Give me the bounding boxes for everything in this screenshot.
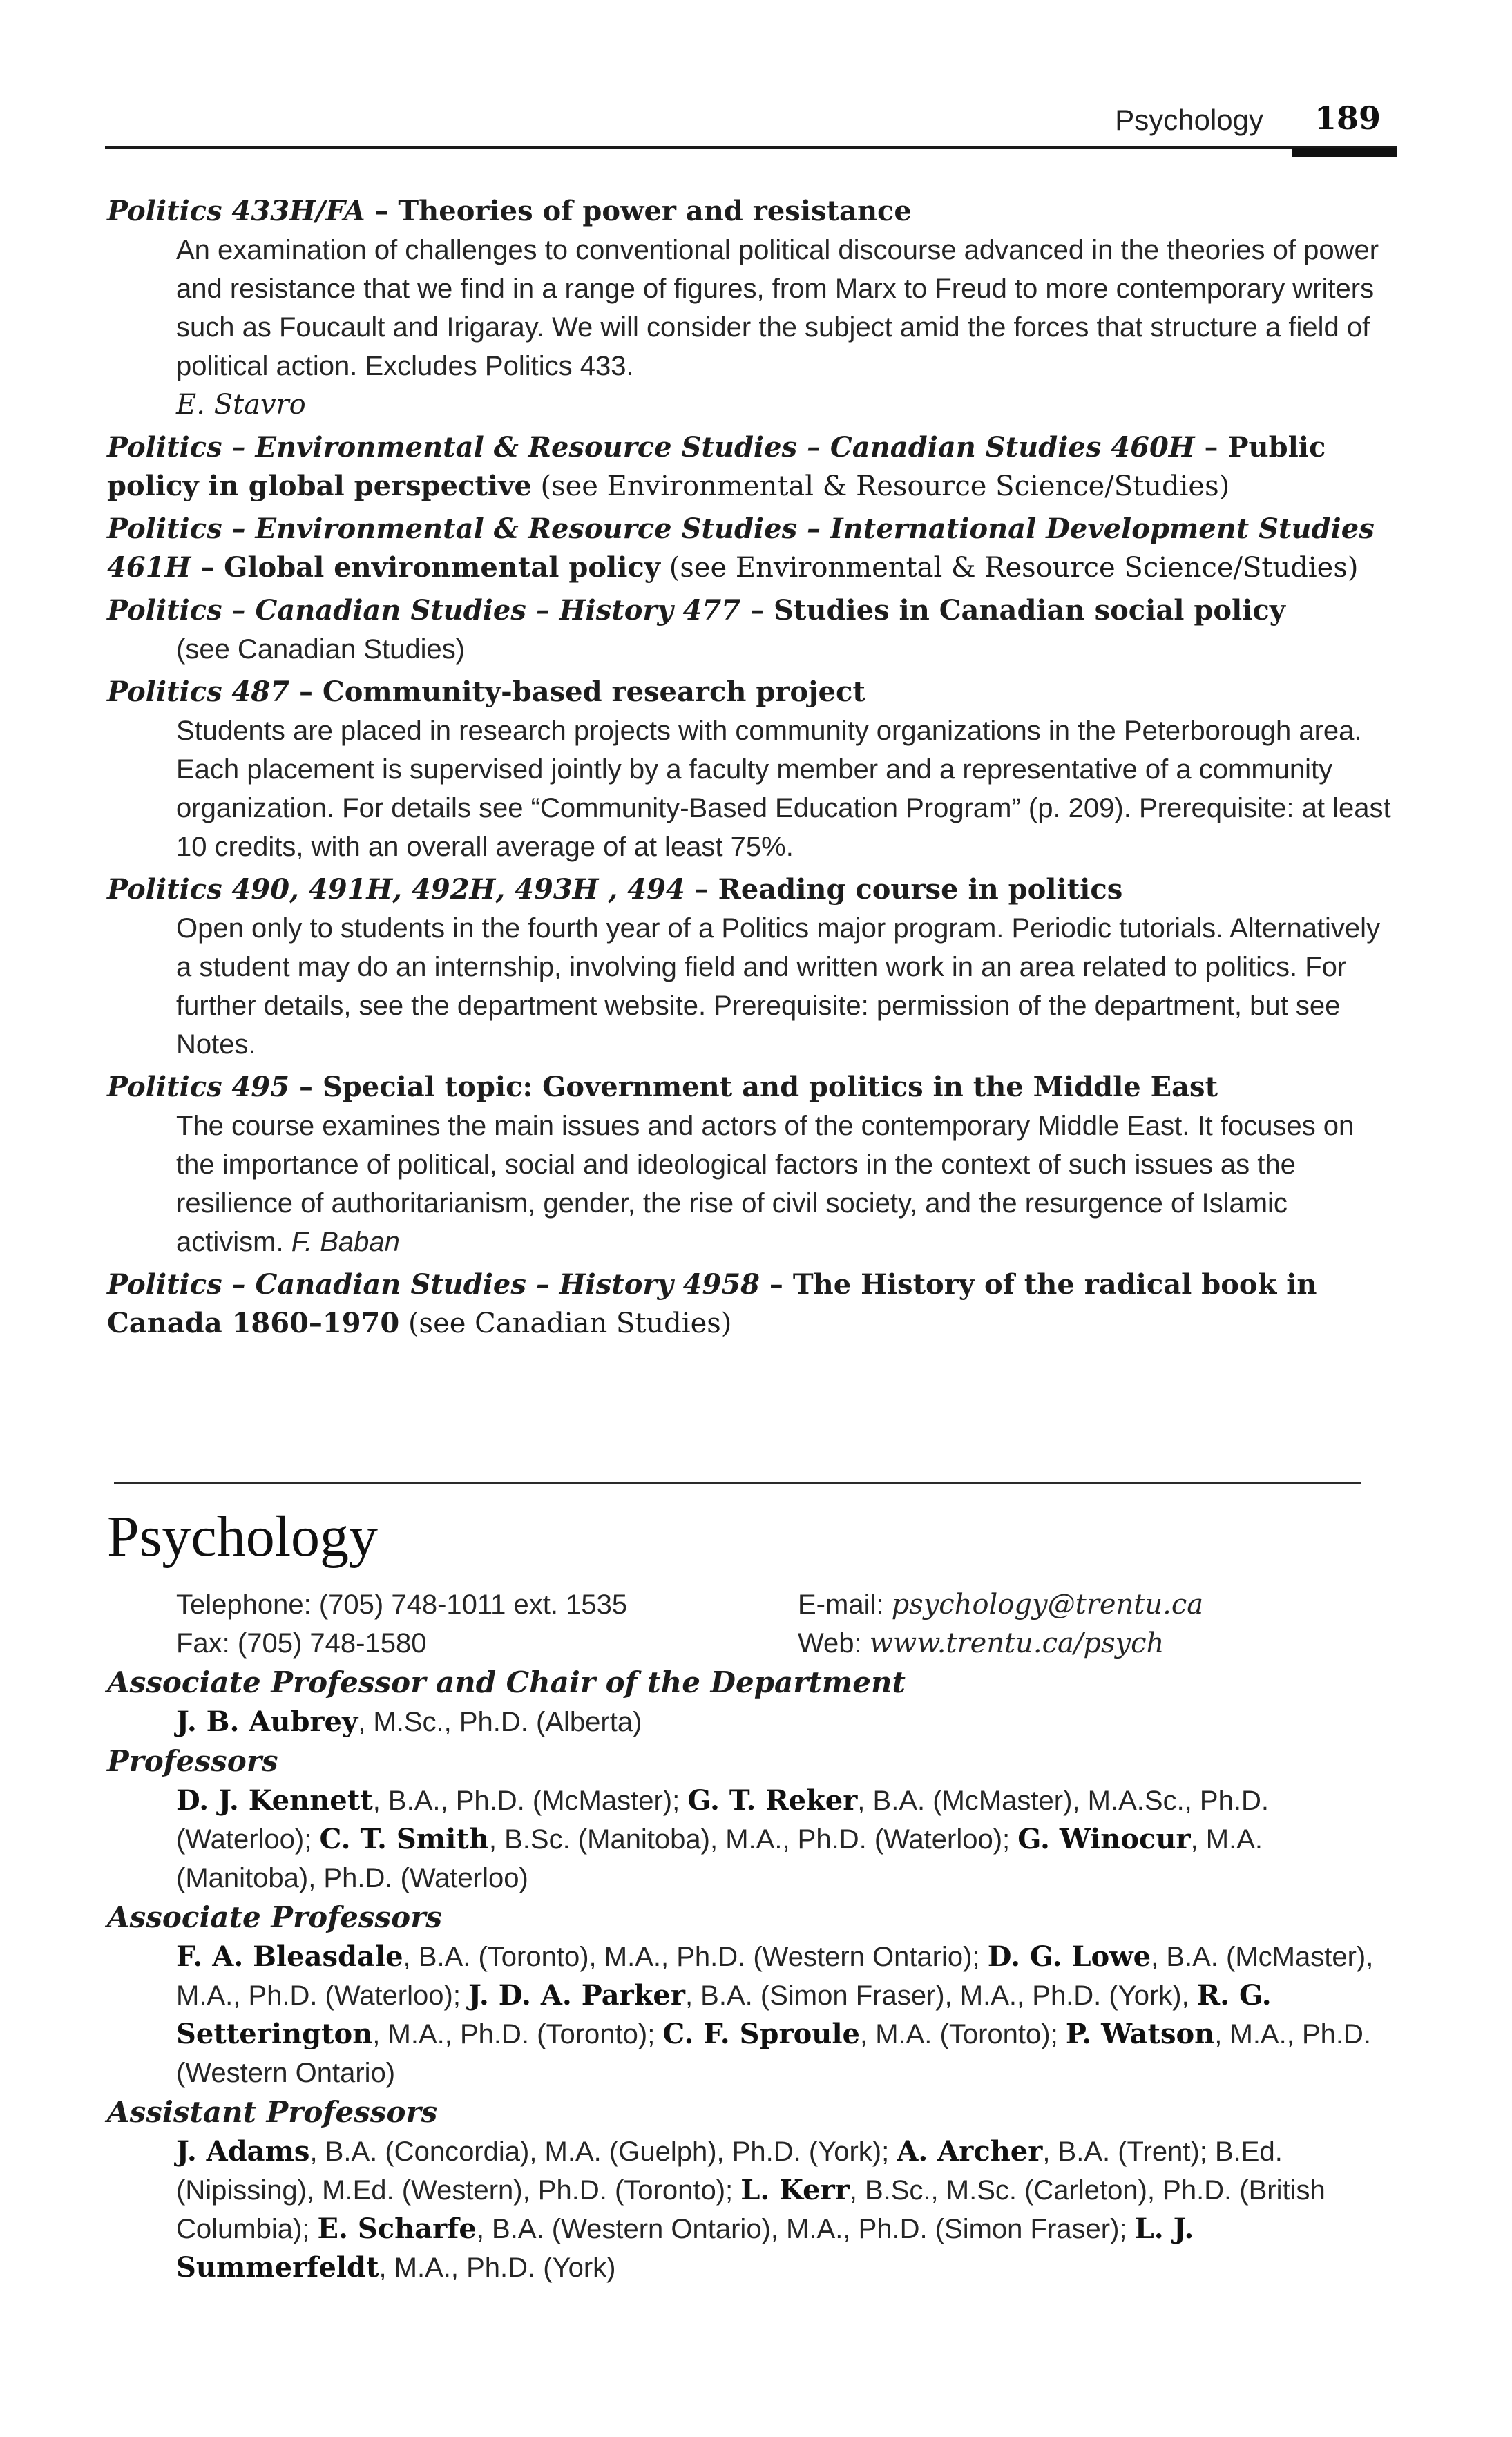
faculty-credentials: , B.Sc., M.Sc. (Carleton), Ph.D. (British Columbia); — [176, 2175, 1326, 2244]
email-label: E-mail: — [798, 1589, 892, 1620]
course-heading: Politics – Canadian Studies – History 477 – Studies in Canadian social policy — [107, 594, 1285, 627]
faculty-name: P. Watson — [1065, 2018, 1215, 2050]
section-title: Psychology — [107, 1504, 379, 1569]
course-cross-reference: (see Canadian Studies) — [176, 634, 466, 665]
faculty-name: G. Winocur — [1017, 1823, 1191, 1855]
course-cross-reference: (see Environmental & Resource Science/Studies) — [669, 552, 1359, 584]
web-label: Web: — [798, 1628, 870, 1659]
faculty-name: A. Archer — [897, 2135, 1043, 2168]
faculty-credentials: , B.A. (Simon Fraser), M.A., Ph.D. (York), — [685, 1980, 1197, 2011]
faculty-name: J. B. Aubrey — [176, 1705, 358, 1738]
course-entry — [107, 1068, 1399, 1261]
course-heading: Politics 433H/FA – Theories of power and resistance — [107, 195, 912, 227]
course-heading: Politics 487 – Community-based research project — [107, 676, 865, 708]
faculty-name: J. D. A. Parker — [468, 1979, 685, 2011]
faculty-credentials: , B.Sc. (Manitoba), M.A., Ph.D. (Waterloo); — [488, 1824, 1018, 1855]
chair-list — [107, 1703, 1399, 1741]
course-description — [107, 1107, 1399, 1261]
course-title: Studies in Canadian social policy — [774, 594, 1285, 627]
faculty-member — [319, 1824, 1017, 1855]
faculty-credentials: , B.A. (Concordia), M.A. (Guelph), Ph.D. (York); — [309, 2137, 897, 2167]
faculty-credentials: , M.A., Ph.D. (York) — [379, 2253, 616, 2283]
faculty-name: F. A. Bleasdale — [176, 1940, 403, 1973]
contact-phone-fax — [176, 1585, 627, 1663]
psychology-section — [107, 1502, 1399, 2287]
course-code: Politics – Environmental & Resource Studies – Canadian Studies 460H — [107, 431, 1195, 463]
running-header — [0, 97, 1512, 152]
course-code: Politics 495 — [107, 1071, 290, 1103]
faculty-member — [662, 2019, 1065, 2049]
faculty-credentials: , M.A., Ph.D. (Western Ontario) — [176, 2019, 1371, 2088]
course-title: The History of the radical book in Canada 1860–1970 — [107, 1268, 1317, 1339]
course-entry: Politics – Environmental & Resource Studies – International Development Studies 461H – Global environmental policy (see Environmental & Resource Science/Studies) — [107, 513, 1375, 584]
faculty-credentials: , B.A. (Trent); B.Ed. (Nipissing), M.Ed. (Western), Ph.D. (Toronto); — [176, 2137, 1283, 2206]
associate-professors-heading: Associate Professors — [107, 1900, 442, 1934]
faculty-name: D. J. Kennett — [176, 1784, 373, 1817]
faculty-name: C. F. Sproule — [662, 2018, 860, 2050]
faculty-credentials: , M.A., Ph.D. (Toronto); — [372, 2019, 663, 2049]
course-code: Politics – Canadian Studies – History 4958 — [107, 1268, 760, 1301]
faculty-credentials: , B.A. (Western Ontario), M.A., Ph.D. (Simon Fraser); — [476, 2214, 1135, 2244]
faculty-credentials: , M.A. (Manitoba), Ph.D. (Waterloo) — [176, 1824, 1263, 1893]
course-heading: Politics 490, 491H, 492H, 493H , 494 – Reading course in politics — [107, 873, 1123, 906]
course-cross-reference: (see Canadian Studies) — [408, 1308, 732, 1339]
course-description: Open only to students in the fourth year of a Politics major program. Periodic tutorials. Alternatively a student may do an internship, involving field and written work in an area related to politics. For further details, see the department website. Prerequisite: permission of the department, but see Notes. — [176, 913, 1381, 1060]
header-rule — [105, 146, 1397, 149]
faculty-name: E. Scharfe — [317, 2213, 477, 2245]
faculty-name: C. T. Smith — [319, 1823, 489, 1855]
faculty-member — [176, 1942, 988, 1972]
course-entry — [107, 673, 1399, 866]
course-code: Politics 487 — [107, 676, 290, 708]
course-cross-reference: (see Environmental & Resource Science/Studies) — [540, 470, 1230, 502]
course-code: Politics 490, 491H, 492H, 493H , 494 — [107, 873, 685, 906]
course-entry — [107, 870, 1399, 1064]
chair-heading: Associate Professor and Chair of the Department — [107, 1665, 906, 1699]
course-title: Global environmental policy — [224, 551, 661, 584]
course-instructor: F. Baban — [291, 1227, 400, 1257]
faculty-member — [318, 2214, 1135, 2244]
faculty-credentials: , M.A. (Toronto); — [859, 2019, 1066, 2049]
web-line — [798, 1624, 1203, 1663]
faculty-credentials: , B.A. (McMaster), M.A., Ph.D. (Waterloo); — [176, 1942, 1374, 2011]
faculty-credentials: , M.Sc., Ph.D. (Alberta) — [358, 1707, 642, 1737]
course-code: Politics – Canadian Studies – History 477 — [107, 594, 741, 627]
course-description: Students are placed in research projects with community organizations in the Peterborough area. Each placement is supervised jointly by a faculty member and a representative of a community organization. For details see “Community-Based Education Program” (p. 209). Prerequisite: at least 10 credits, with an overall average of at least 75%. — [176, 716, 1391, 862]
faculty-member — [176, 1707, 642, 1737]
fax: Fax: (705) 748-1580 — [176, 1628, 427, 1659]
faculty-name: G. T. Reker — [687, 1784, 858, 1817]
faculty-credentials: , B.A. (Toronto), M.A., Ph.D. (Western Ontario); — [403, 1942, 988, 1972]
course-instructor: E. Stavro — [176, 389, 306, 421]
faculty-name: L. Kerr — [740, 2174, 850, 2206]
contact-block — [107, 1585, 1399, 1663]
running-head-section: Psychology — [1115, 104, 1263, 136]
web-link[interactable]: www.trentu.ca/psych — [869, 1627, 1165, 1659]
associate-professors-list — [107, 1938, 1399, 2092]
course-description: An examination of challenges to conventional political discourse advanced in the theories of power and resistance that we find in a range of figures, from Marx to Freud to more contemporary writers such as Foucault and Irigaray. We will consider the subject amid the forces that structure a field of political action. Excludes Politics 433. — [176, 235, 1379, 381]
course-code: Politics – Environmental & Resource Studies – International Development Studies 461H — [107, 513, 1375, 584]
faculty-member — [176, 2137, 897, 2167]
section-divider — [114, 1482, 1361, 1484]
faculty-credentials: , B.A. (McMaster), M.A.Sc., Ph.D. (Waterloo); — [176, 1786, 1269, 1855]
email-line — [798, 1585, 1203, 1624]
faculty-name: J. Adams — [176, 2135, 310, 2168]
course-title: Special topic: Government and politics in the Middle East — [322, 1071, 1218, 1103]
assistant-professors-list — [107, 2132, 1399, 2287]
course-heading: Politics 495 – Special topic: Government and politics in the Middle East — [107, 1071, 1218, 1103]
course-title: Public policy in global perspective — [107, 431, 1326, 502]
faculty-name: L. J. Summerfeldt — [176, 2213, 1194, 2284]
telephone: Telephone: (705) 748-1011 ext. 1535 — [176, 1589, 628, 1620]
professors-heading: Professors — [107, 1744, 278, 1778]
header-tab-marker — [1292, 148, 1397, 157]
faculty-member — [468, 1980, 1197, 2011]
course-title: Theories of power and resistance — [398, 195, 912, 227]
course-entry — [107, 192, 1399, 424]
course-entry: Politics – Environmental & Resource Studies – Canadian Studies 460H – Public policy in global perspective (see Environmental & Resource Science/Studies) — [107, 431, 1326, 502]
email-link[interactable]: psychology@trentu.ca — [891, 1589, 1204, 1621]
course-entry — [107, 591, 1399, 669]
faculty-name: R. G. Setterington — [176, 1979, 1272, 2050]
course-code: Politics 433H/FA — [107, 195, 365, 227]
course-description-text: The course examines the main issues and actors of the contemporary Middle East. It focuses on the importance of political, social and ideological factors in the context of such issues as the resilience of authoritarianism, gender, the rise of civil society, and the resurgence of Islamic activism. — [176, 1111, 1355, 1257]
course-title: Community-based research project — [322, 676, 865, 708]
contact-online — [798, 1585, 1203, 1663]
page-number: 189 — [1314, 99, 1381, 137]
politics-course-list — [107, 192, 1399, 1347]
course-entry: Politics – Canadian Studies – History 4958 – The History of the radical book in Canada 1860–1970 (see Canadian Studies) — [107, 1268, 1317, 1339]
assistant-professors-heading: Assistant Professors — [107, 2095, 438, 2129]
course-title: Reading course in politics — [718, 873, 1123, 906]
faculty-member — [176, 1786, 687, 1816]
faculty-credentials: , B.A., Ph.D. (McMaster); — [372, 1786, 688, 1816]
professors-list — [107, 1781, 1399, 1898]
faculty-name: D. G. Lowe — [987, 1940, 1151, 1973]
